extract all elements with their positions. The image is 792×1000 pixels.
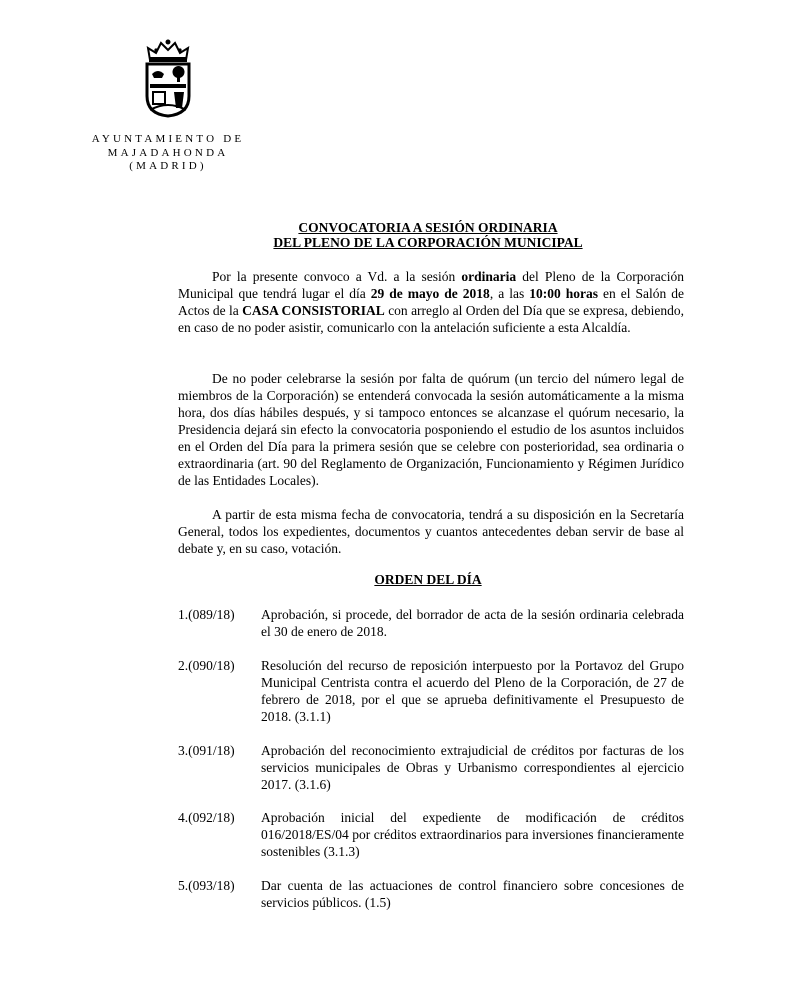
org-province: (MADRID) — [129, 160, 207, 172]
agenda-item — [178, 657, 684, 725]
agenda-item — [178, 809, 684, 860]
agenda-item-number: 5.(093/18) — [178, 878, 235, 893]
coat-of-arms-icon — [140, 38, 196, 118]
agenda-item-text: Resolución del recurso de reposición interpuesto por la Portavoz del Grupo Municipal Centrista contra el acuerdo del Pleno de la Corporación, de 27 de febrero de 2018, por el que se aprueba definitivamente el Presupuesto de 2018. (3.1.1) — [261, 658, 684, 724]
paragraph-availability: A partir de esta misma fecha de convocatoria, tendrá a su disposición en la Secretaría General, todos los expedientes, documentos y cuantos antecedentes deban servir de base al debate y, en su caso, votación. — [178, 507, 684, 556]
agenda-item-text: Aprobación, si procede, del borrador de acta de la sesión ordinaria celebrada el 30 de enero de 2018. — [261, 607, 684, 639]
p1-session-type: ordinaria — [461, 269, 517, 284]
p1-text-i: con arreglo al Orden del Día que se expresa, debiendo, en caso de no poder asistir, comunicarlo con la antelación suficiente a esta Alcaldía. — [178, 303, 684, 335]
org-city: MAJADAHONDA — [107, 146, 229, 159]
document-title-line1: CONVOCATORIA A SESIÓN ORDINARIA — [298, 220, 558, 235]
agenda-item-number: 1.(089/18) — [178, 607, 235, 622]
agenda-item-text: Aprobación inicial del expediente de modificación de créditos 016/2018/ES/04 por créditos extraordinarios para inversiones financieramente sostenibles (3.1.3) — [261, 810, 684, 859]
p1-time: 10:00 horas — [529, 286, 598, 301]
p1-text-a: Por la presente convoco a Vd. a la sesión — [212, 269, 462, 284]
agenda-item-number: 3.(091/18) — [178, 743, 235, 758]
agenda-item-text: Aprobación del reconocimiento extrajudicial de créditos por facturas de los servicios municipales de Obras y Urbanismo correspondientes al ejercicio 2017. (3.1.6) — [261, 743, 684, 792]
agenda-item — [178, 742, 684, 793]
paragraph-quorum: De no poder celebrarse la sesión por falta de quórum (un tercio del número legal de miembros de la Corporación) se entenderá convocada la sesión automáticamente a la misma hora, dos días hábiles después, y si tampoco entonces se alcanzase el quórum necesario, la Presidencia dejará sin efecto la convocatoria posponiendo el estudio de los asuntos incluidos en el Orden del Día para la primera sesión que se celebre con posterioridad, sea ordinaria o extraordinaria (art. 90 del Reglamento de Organización, Funcionamiento y Régimen Jurídico de las Entidades Locales). — [178, 371, 684, 488]
agenda-item — [178, 606, 684, 640]
paragraph-convocation — [178, 268, 684, 336]
p1-date: 29 de mayo de 2018 — [370, 286, 490, 301]
document-title — [170, 220, 686, 250]
document-title-line2: DEL PLENO DE LA CORPORACIÓN MUNICIPAL — [273, 235, 583, 250]
agenda-item-number: 2.(090/18) — [178, 658, 235, 673]
p1-text-g: en el Salón de Actos de la — [178, 286, 685, 318]
p1-venue: CASA CONSISTORIAL — [242, 303, 385, 318]
agenda-item-text: Dar cuenta de las actuaciones de control financiero sobre concesiones de servicios públicos. (1.5) — [261, 878, 684, 910]
agenda-title: ORDEN DEL DÍA — [374, 572, 482, 587]
agenda-item — [178, 877, 684, 911]
organization-header — [70, 133, 266, 174]
org-name: AYUNTAMIENTO DE — [91, 133, 245, 145]
p1-text-e: , a las — [489, 286, 530, 301]
p1-text-c: del Pleno de la Corporación Municipal que tendrá lugar el día — [178, 269, 684, 301]
agenda-item-number: 4.(092/18) — [178, 810, 235, 825]
